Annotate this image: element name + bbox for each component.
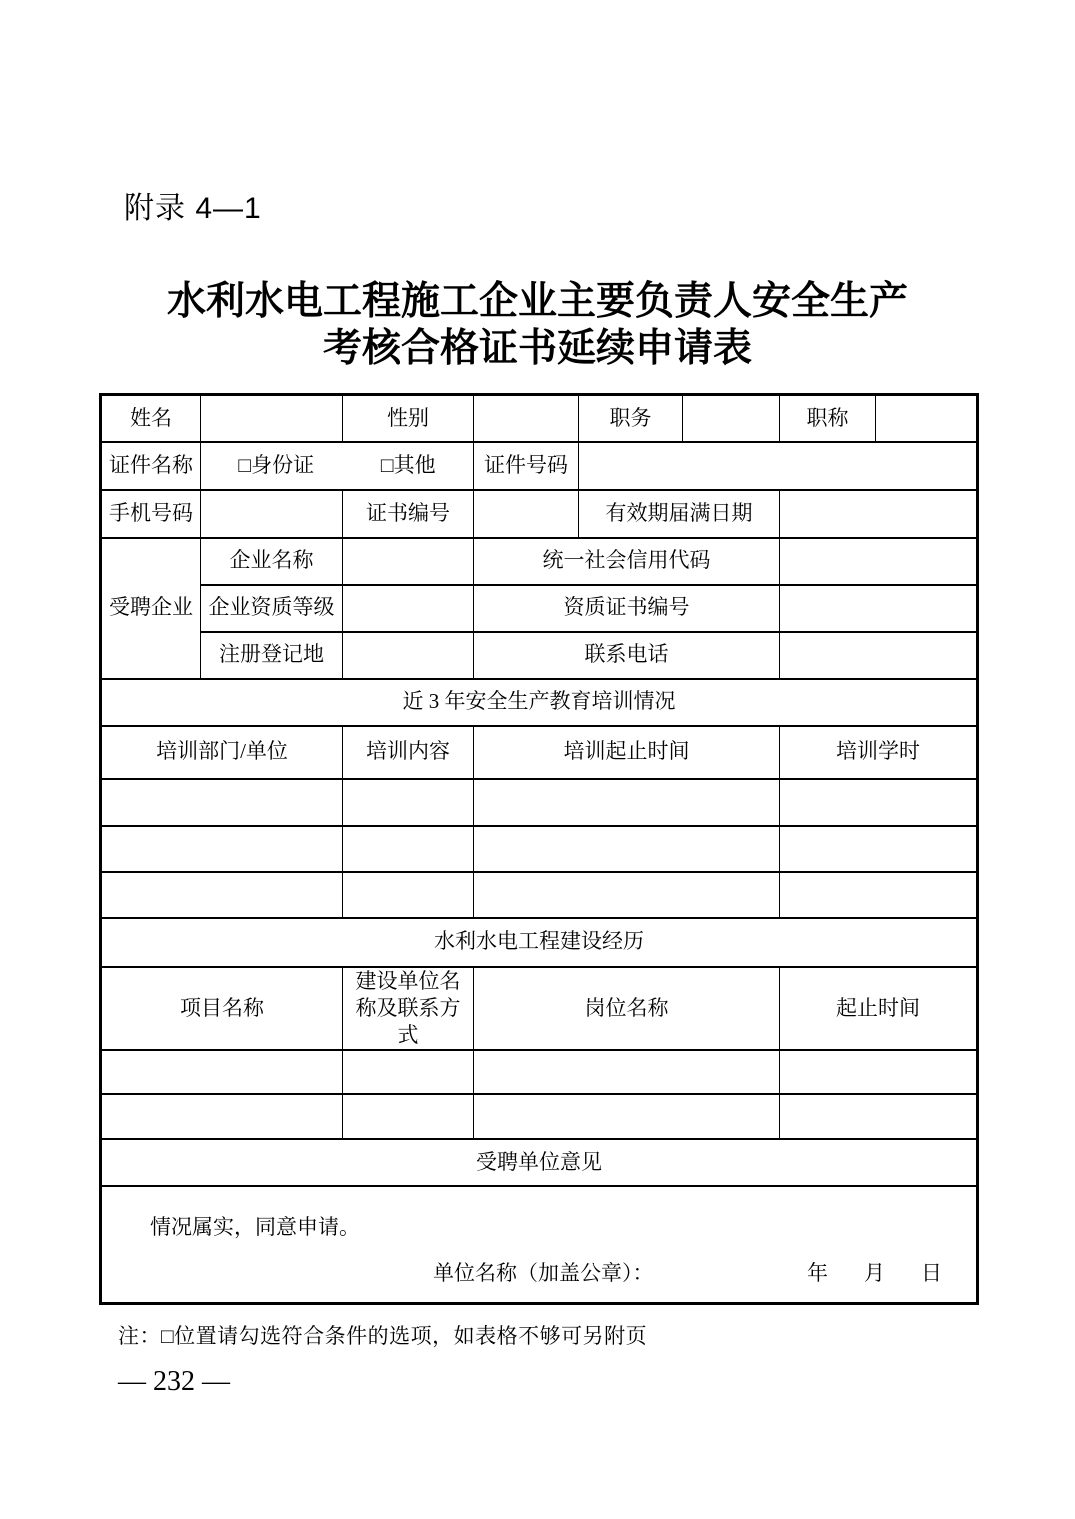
owner-contact-cell[interactable] bbox=[343, 1050, 474, 1094]
opinion-statement: 情况属实，同意申请。 bbox=[150, 1215, 360, 1240]
checkbox-id-card[interactable]: □身份证 bbox=[238, 452, 315, 477]
year-label: 年 bbox=[807, 1261, 828, 1286]
row-training-headers bbox=[101, 726, 978, 779]
qualification-grade-value-cell[interactable] bbox=[343, 585, 474, 632]
training-content-cell[interactable] bbox=[343, 779, 474, 826]
day-label: 日 bbox=[921, 1261, 942, 1286]
experience-section-title: 水利水电工程建设经历 bbox=[101, 918, 978, 967]
training-content-cell[interactable] bbox=[343, 872, 474, 918]
cert-number-label: 证件号码 bbox=[474, 442, 579, 490]
period-cell[interactable] bbox=[780, 1094, 978, 1139]
training-hours-cell[interactable] bbox=[780, 779, 978, 826]
name-label: 姓名 bbox=[101, 395, 201, 442]
training-period-header: 培训起止时间 bbox=[474, 726, 780, 779]
company-name-label: 企业名称 bbox=[201, 538, 343, 585]
certificate-no-label: 证书编号 bbox=[343, 490, 474, 538]
training-content-cell[interactable] bbox=[343, 826, 474, 872]
training-hours-cell[interactable] bbox=[780, 826, 978, 872]
registered-place-value-cell[interactable] bbox=[343, 632, 474, 679]
professional-title-value-cell[interactable] bbox=[876, 395, 978, 442]
training-dept-cell[interactable] bbox=[101, 872, 343, 918]
stamp-label: 单位名称（加盖公章）： bbox=[433, 1261, 654, 1286]
row-employer-2 bbox=[101, 585, 978, 632]
training-period-cell[interactable] bbox=[474, 779, 780, 826]
cert-number-value-cell[interactable] bbox=[579, 442, 978, 490]
position-value-cell[interactable] bbox=[683, 395, 780, 442]
training-empty-row bbox=[101, 872, 978, 918]
row-identity bbox=[101, 395, 978, 442]
qualification-cert-no-value-cell[interactable] bbox=[780, 585, 978, 632]
document-title-line2: 考核合格证书延续申请表 bbox=[322, 327, 752, 370]
qualification-grade-label: 企业资质等级 bbox=[201, 585, 343, 632]
experience-empty-row bbox=[101, 1050, 978, 1094]
training-dept-header: 培训部门/单位 bbox=[101, 726, 343, 779]
gender-value-cell[interactable] bbox=[474, 395, 579, 442]
appendix-label: 附录 4—1 bbox=[124, 192, 262, 225]
training-content-header: 培训内容 bbox=[343, 726, 474, 779]
row-opinion-section bbox=[101, 1139, 978, 1186]
period-cell[interactable] bbox=[780, 1050, 978, 1094]
application-form-table bbox=[99, 393, 979, 1305]
footnote: 注：□位置请勾选符合条件的选项，如表格不够可另附页 bbox=[118, 1324, 648, 1348]
training-empty-row bbox=[101, 779, 978, 826]
company-name-value-cell[interactable] bbox=[343, 538, 474, 585]
row-contact bbox=[101, 490, 978, 538]
document-title bbox=[0, 278, 1075, 372]
post-name-cell[interactable] bbox=[474, 1050, 780, 1094]
contact-phone-label: 联系电话 bbox=[474, 632, 780, 679]
certificate-no-value-cell[interactable] bbox=[474, 490, 579, 538]
position-label: 职务 bbox=[579, 395, 683, 442]
project-name-header: 项目名称 bbox=[101, 967, 343, 1051]
row-experience-section bbox=[101, 918, 978, 967]
employer-group-label: 受聘企业 bbox=[101, 538, 201, 679]
training-period-cell[interactable] bbox=[474, 872, 780, 918]
period-header: 起止时间 bbox=[780, 967, 978, 1051]
owner-contact-cell[interactable] bbox=[343, 1094, 474, 1139]
training-hours-header: 培训学时 bbox=[780, 726, 978, 779]
training-dept-cell[interactable] bbox=[101, 826, 343, 872]
training-period-cell[interactable] bbox=[474, 826, 780, 872]
gender-label: 性别 bbox=[343, 395, 474, 442]
row-experience-headers bbox=[101, 967, 978, 1051]
row-training-section bbox=[101, 679, 978, 726]
month-label: 月 bbox=[864, 1261, 885, 1286]
training-empty-row bbox=[101, 826, 978, 872]
date-labels bbox=[807, 1260, 942, 1287]
mobile-value-cell[interactable] bbox=[201, 490, 343, 538]
expiry-label: 有效期届满日期 bbox=[579, 490, 780, 538]
document-title-line1: 水利水电工程施工企业主要负责人安全生产 bbox=[166, 280, 908, 323]
row-certificate bbox=[101, 442, 978, 490]
experience-empty-row bbox=[101, 1094, 978, 1139]
registered-place-label: 注册登记地 bbox=[201, 632, 343, 679]
owner-contact-header: 建设单位名称及联系方式 bbox=[343, 967, 474, 1051]
page-number: — 232 — bbox=[118, 1366, 230, 1397]
qualification-cert-no-label: 资质证书编号 bbox=[474, 585, 780, 632]
opinion-section-title: 受聘单位意见 bbox=[101, 1139, 978, 1186]
credit-code-value-cell[interactable] bbox=[780, 538, 978, 585]
cert-type-label: 证件名称 bbox=[101, 442, 201, 490]
checkbox-other[interactable]: □其他 bbox=[380, 452, 436, 477]
opinion-body-cell bbox=[101, 1186, 978, 1303]
mobile-label: 手机号码 bbox=[101, 490, 201, 538]
training-hours-cell[interactable] bbox=[780, 872, 978, 918]
project-name-cell[interactable] bbox=[101, 1050, 343, 1094]
row-employer-1 bbox=[101, 538, 978, 585]
project-name-cell[interactable] bbox=[101, 1094, 343, 1139]
row-opinion-body bbox=[101, 1186, 978, 1303]
post-name-cell[interactable] bbox=[474, 1094, 780, 1139]
name-value-cell[interactable] bbox=[201, 395, 343, 442]
post-name-header: 岗位名称 bbox=[474, 967, 780, 1051]
expiry-value-cell[interactable] bbox=[780, 490, 978, 538]
credit-code-label: 统一社会信用代码 bbox=[474, 538, 780, 585]
professional-title-label: 职称 bbox=[780, 395, 876, 442]
row-employer-3 bbox=[101, 632, 978, 679]
training-section-title: 近 3 年安全生产教育培训情况 bbox=[101, 679, 978, 726]
cert-type-options-cell bbox=[201, 442, 474, 490]
contact-phone-value-cell[interactable] bbox=[780, 632, 978, 679]
training-dept-cell[interactable] bbox=[101, 779, 343, 826]
